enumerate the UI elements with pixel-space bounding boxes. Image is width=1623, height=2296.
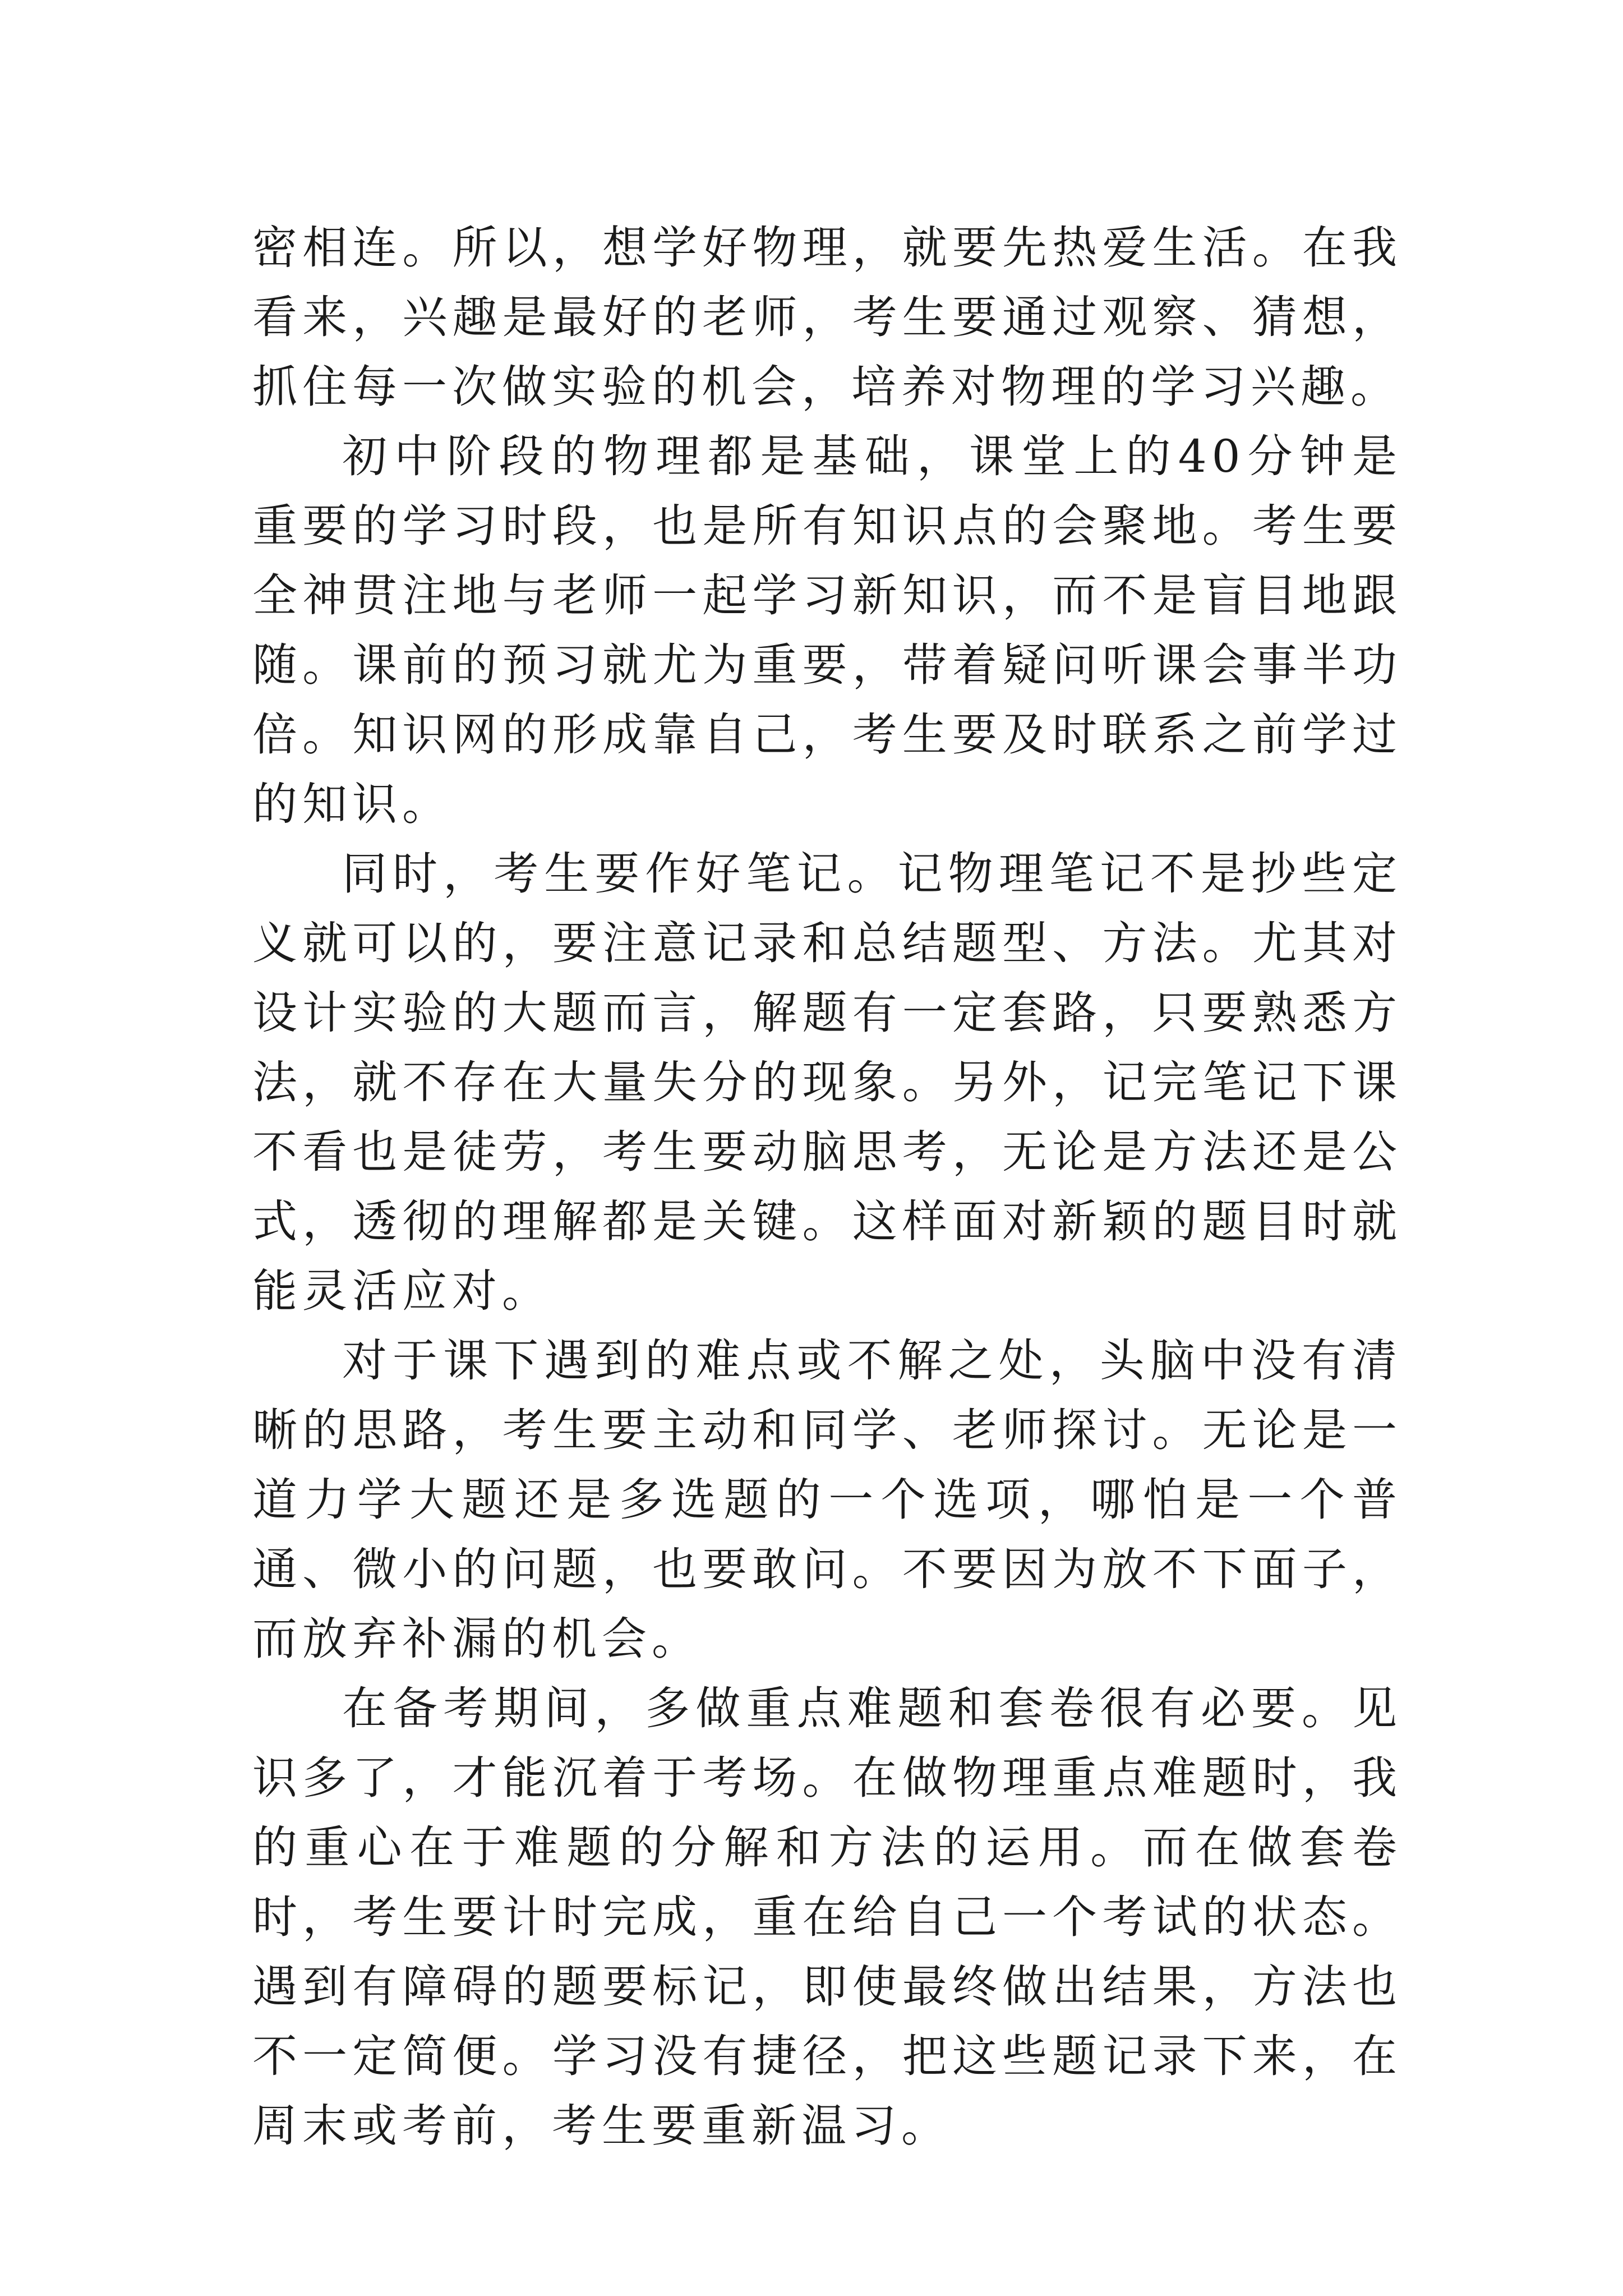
paragraph-1: 密相连。所以，想学好物理，就要先热爱生活。在我看来，兴趣是最好的老师，考生要通过观察、猜想，抓住每一次做实验的机会，培养对物理的学习兴趣。 <box>252 222 1402 413</box>
paragraph-3: 同时，考生要作好笔记。记物理笔记不是抄些定义就可以的，要注意记录和总结题型、方法。尤其对设计实验的大题而言，解题有一定套路，只要熟悉方法，就不存在大量失分的现象。另外，记完笔记下课不看也是徒劳，考生要动脑思考，无论是方法还是公式，透彻的理解都是关键。这样面对新颖的题目时就能灵活应对。 <box>252 848 1402 1317</box>
paragraph-4: 对于课下遇到的难点或不解之处，头脑中没有清晰的思路，考生要主动和同学、老师探讨。无论是一道力学大题还是多选题的一个选项，哪怕是一个普通、微小的问题，也要敢问。不要因为放不下面子，而放弃补漏的机会。 <box>252 1335 1402 1665</box>
document-body <box>252 213 1402 2161</box>
paragraph-2: 初中阶段的物理都是基础，课堂上的40分钟是重要的学习时段，也是所有知识点的会聚地。考生要全神贯注地与老师一起学习新知识，而不是盲目地跟随。课前的预习就尤为重要，带着疑问听课会事半功倍。知识网的形成靠自己，考生要及时联系之前学过的知识。 <box>252 430 1402 830</box>
paragraph-5: 在备考期间，多做重点难题和套卷很有必要。见识多了，才能沉着于考场。在做物理重点难题时，我的重心在于难题的分解和方法的运用。而在做套卷时，考生要计时完成，重在给自己一个考试的状态。遇到有障碍的题要标记，即使最终做出结果，方法也不一定简便。学习没有捷径，把这些题记录下来，在周末或考前，考生要重新温习。 <box>252 1682 1402 2152</box>
